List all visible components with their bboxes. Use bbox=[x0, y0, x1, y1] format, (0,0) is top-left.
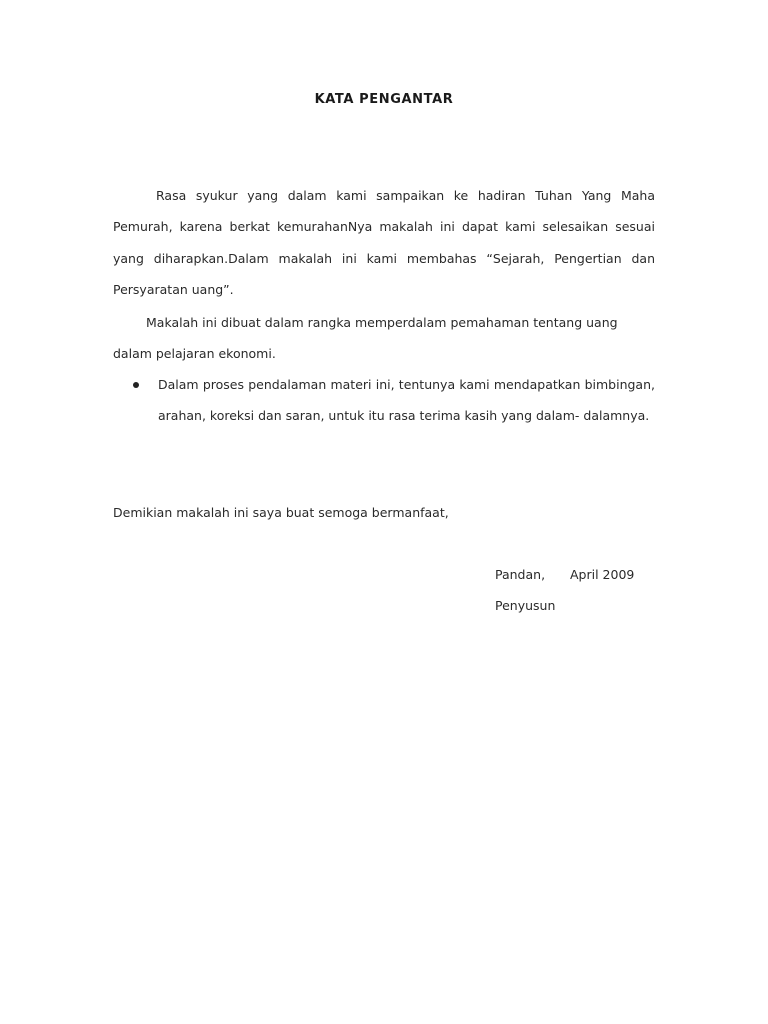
signature-place: Pandan, bbox=[495, 567, 546, 582]
signature-author: Penyusun bbox=[495, 598, 556, 613]
bullet-icon bbox=[133, 382, 139, 388]
bullet-list bbox=[113, 369, 655, 432]
closing-statement: Demikian makalah ini saya buat semoga bermanfaat, bbox=[113, 505, 449, 520]
bullet-text: Dalam proses pendalaman materi ini, tentunya kami mendapatkan bimbingan, arahan, koreksi dan saran, untuk itu rasa terima kasih yang dalam- dalamnya. bbox=[158, 377, 655, 424]
signature-date: April 2009 bbox=[570, 567, 635, 582]
paragraph-gratitude: Rasa syukur yang dalam kami sampaikan ke hadiran Tuhan Yang Maha Pemurah, karena berkat kemurahanNya makalah ini dapat kami selesaikan sesuai yang diharapkan.Dalam makalah ini kami membahas “Sejarah, Pengertian dan Persyaratan uang”. bbox=[113, 188, 655, 297]
paragraph-purpose: Makalah ini dibuat dalam rangka memperdalam pemahaman tentang uang dalam pelajaran ekonomi. bbox=[113, 315, 618, 362]
document-title: KATA PENGANTAR bbox=[314, 92, 454, 107]
list-item bbox=[113, 369, 655, 432]
